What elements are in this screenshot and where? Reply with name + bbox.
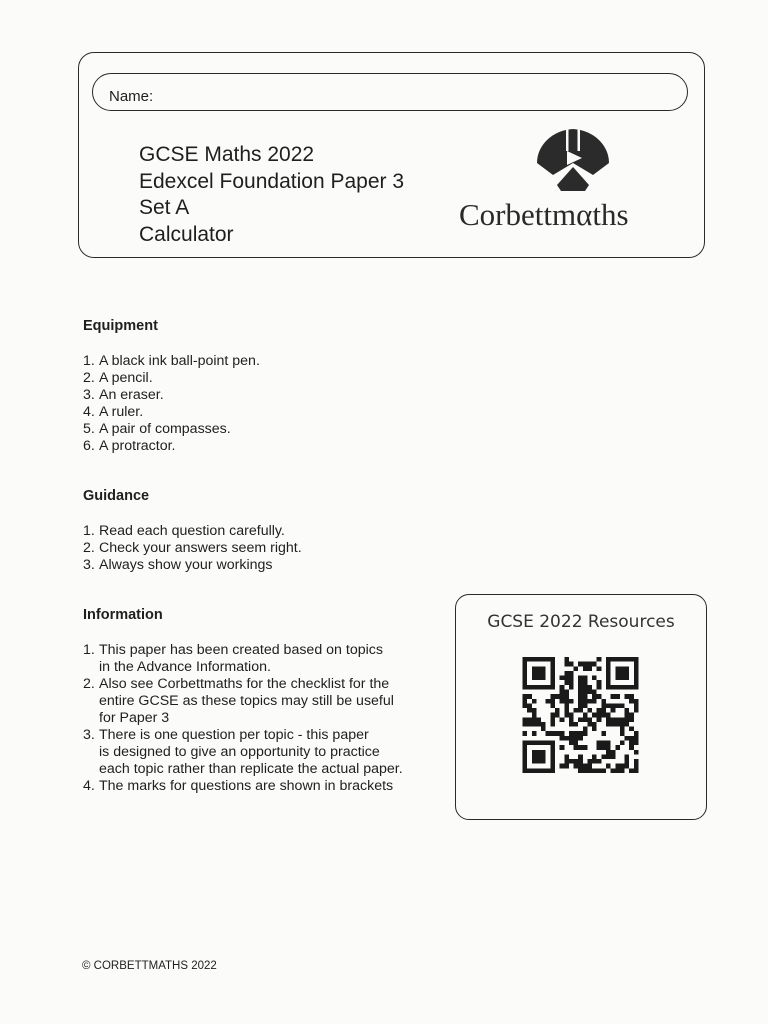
list-item-number: 2.: [83, 370, 95, 386]
list-item-number: 3.: [83, 387, 95, 403]
title-line: Set A: [139, 196, 190, 219]
list-item-text: This paper has been created based on topics: [99, 642, 383, 658]
list-item: [83, 421, 260, 438]
list-item-number: 1.: [83, 353, 95, 369]
list-item: [83, 404, 260, 421]
list-item-text: for Paper 3: [99, 710, 170, 726]
list-item-text: Read each question carefully.: [99, 523, 285, 539]
list-item-text: A pair of compasses.: [99, 421, 231, 437]
list-item: [83, 727, 403, 778]
list-item-number: 1.: [83, 642, 95, 658]
list-item: [83, 353, 260, 370]
title-line: Edexcel Foundation Paper 3: [139, 169, 405, 193]
equipment-heading: Equipment: [83, 318, 158, 334]
list-item-text: Check your answers seem right.: [99, 540, 302, 556]
guidance-list: [83, 523, 302, 574]
list-item-text: The marks for questions are shown in brackets: [99, 778, 394, 794]
copyright-footer: © CORBETTMATHS 2022: [82, 960, 217, 972]
paper-title: [139, 142, 404, 248]
list-item-number: 3.: [83, 727, 95, 743]
resources-title: GCSE 2022 Resources: [487, 612, 675, 632]
list-item-text: A pencil.: [99, 370, 153, 386]
name-label: Name:: [109, 88, 154, 105]
list-item: [83, 642, 403, 676]
list-item-text: Also see Corbettmaths for the checklist for the: [99, 676, 390, 692]
title-line: GCSE Maths 2022: [139, 143, 315, 166]
list-item: [83, 540, 302, 557]
list-item: [83, 676, 403, 727]
list-item-text: is designed to give an opportunity to practice: [99, 744, 380, 760]
resources-box: [455, 594, 707, 820]
information-list: [83, 642, 403, 795]
list-item-text: There is one question per topic - this paper: [99, 727, 369, 743]
list-item-number: 2.: [83, 676, 95, 692]
list-item: [83, 557, 302, 574]
list-item: [83, 523, 302, 540]
list-item-text: A black ink ball-point pen.: [99, 353, 260, 369]
list-item-text: An eraser.: [99, 387, 164, 403]
name-field[interactable]: [92, 73, 688, 111]
list-item-number: 1.: [83, 523, 95, 539]
list-item: [83, 370, 260, 387]
list-item-text: Always show your workings: [99, 557, 273, 573]
logo-text: Corbettmαths: [459, 197, 629, 232]
list-item: [83, 438, 260, 455]
list-item: [83, 778, 403, 795]
list-item-number: 6.: [83, 438, 95, 454]
header-box: [78, 52, 705, 258]
guidance-heading: Guidance: [83, 488, 150, 504]
list-item-text: each topic rather than replicate the actual paper.: [99, 761, 403, 777]
list-item-number: 4.: [83, 778, 95, 794]
list-item-number: 3.: [83, 557, 95, 573]
list-item-text: entire GCSE as these topics may still be useful: [99, 693, 394, 709]
qr-code-icon[interactable]: [520, 657, 641, 773]
list-item-text: A protractor.: [99, 438, 176, 454]
list-item-number: 4.: [83, 404, 95, 420]
list-item-number: 2.: [83, 540, 95, 556]
information-heading: Information: [83, 607, 163, 623]
title-line: Calculator: [139, 222, 234, 246]
corbettmaths-logo-icon: [533, 127, 613, 197]
list-item-text: in the Advance Information.: [99, 659, 271, 675]
list-item-text: A ruler.: [99, 404, 144, 420]
equipment-list: [83, 353, 260, 455]
list-item-number: 5.: [83, 421, 95, 437]
list-item: [83, 387, 260, 404]
